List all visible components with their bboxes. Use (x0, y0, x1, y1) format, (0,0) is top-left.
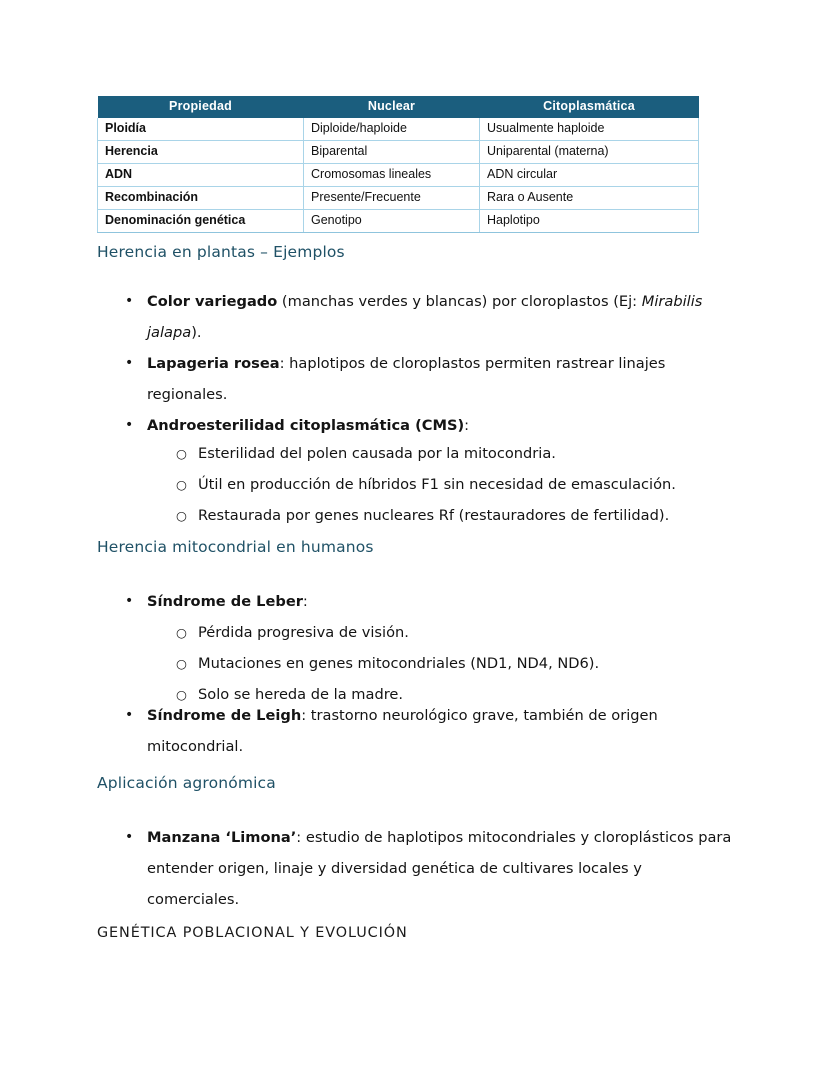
hollow-bullet-marker: ○ (176, 656, 187, 671)
leber-sub-list (176, 617, 736, 710)
table-cell-property: ADN (98, 164, 304, 187)
list-item-text (147, 286, 725, 348)
section-heading-plantas: Herencia en plantas – Ejemplos (97, 243, 345, 261)
nuclear-vs-cytoplasmic-table (97, 96, 699, 233)
leber-bullet (125, 586, 725, 617)
table-header-property: Propiedad (98, 96, 304, 118)
hollow-bullet-marker: ○ (176, 446, 187, 461)
table-cell-cytoplasmic: Rara o Ausente (480, 187, 699, 210)
table-cell-property: Recombinación (98, 187, 304, 210)
list-item (125, 700, 705, 762)
hollow-bullet-marker: ○ (176, 508, 187, 523)
leigh-bullet (125, 700, 705, 762)
sub-list-item (176, 500, 736, 531)
list-item-bold-lead: Androesterilidad citoplasmática (CMS) (147, 417, 465, 434)
sub-list-item-text: Solo se hereda de la madre. (198, 686, 404, 703)
bullet-marker: • (125, 293, 134, 309)
table-header-nuclear: Nuclear (304, 96, 480, 118)
sub-list-item-text: Restaurada por genes nucleares Rf (restauradores de fertilidad). (198, 507, 670, 524)
sub-list-item-text: Útil en producción de híbridos F1 sin necesidad de emasculación. (198, 476, 676, 493)
list-item-text (147, 348, 725, 410)
sub-list-item-text: Esterilidad del polen causada por la mitocondria. (198, 445, 556, 462)
hollow-bullet-marker: ○ (176, 477, 187, 492)
sub-list-item (176, 617, 736, 648)
list-item-rest: : (464, 417, 470, 434)
table-row (98, 164, 699, 187)
table-header-row (98, 96, 699, 118)
list-item (125, 410, 725, 441)
list-item-bold-lead: Manzana ‘Limona’ (147, 829, 297, 846)
table-row (98, 210, 699, 233)
list-item-bold-lead: Color variegado (147, 293, 278, 310)
list-item (125, 586, 725, 617)
table-cell-property: Denominación genética (98, 210, 304, 233)
table-cell-nuclear: Biparental (304, 141, 480, 164)
list-item-text (147, 410, 725, 441)
list-item-rest: : estudio de haplotipos mitocondriales y cloroplásticos para entender origen, linaje y diversidad genética de cultivares locales y comerciales. (147, 829, 732, 908)
list-item-bold-lead: Síndrome de Leber (147, 593, 303, 610)
table-cell-cytoplasmic: Uniparental (materna) (480, 141, 699, 164)
comparison-table-container (97, 96, 698, 233)
list-item-text (147, 586, 725, 617)
sub-list-item-text: Mutaciones en genes mitocondriales (ND1, ND4, ND6). (198, 655, 600, 672)
bullet-marker: • (125, 829, 134, 845)
bullet-marker: • (125, 593, 134, 609)
closing-section-title: GENÉTICA POBLACIONAL Y EVOLUCIÓN (97, 925, 408, 941)
list-item-rest: : (302, 593, 308, 610)
table-row (98, 187, 699, 210)
bullet-marker: • (125, 417, 134, 433)
list-item-rest: : trastorno neurológico grave, también de origen mitocondrial. (147, 707, 658, 755)
table-cell-property: Ploidía (98, 118, 304, 141)
list-item-italic-species: Mirabilis jalapa (147, 293, 703, 341)
table-cell-cytoplasmic: Usualmente haploide (480, 118, 699, 141)
table-cell-cytoplasmic: Haplotipo (480, 210, 699, 233)
list-item-bold-lead: Lapageria rosea (147, 355, 280, 372)
list-item-text (147, 822, 733, 915)
cms-sub-list (176, 438, 736, 531)
list-item (125, 348, 725, 410)
sub-list-item-text: Pérdida progresiva de visión. (198, 624, 409, 641)
hollow-bullet-marker: ○ (176, 625, 187, 640)
plantas-bullet-list (125, 286, 725, 441)
table-row (98, 141, 699, 164)
list-item (125, 286, 725, 348)
list-item-rest: : haplotipos de cloroplastos permiten rastrear linajes regionales. (147, 355, 666, 403)
list-item-tail: ). (191, 324, 202, 341)
table-header-cytoplasmic: Citoplasmática (480, 96, 699, 118)
list-item-text (147, 700, 705, 762)
section-heading-agronomica: Aplicación agronómica (97, 774, 276, 792)
bullet-marker: • (125, 355, 134, 371)
list-item (125, 822, 733, 915)
section-heading-mitocondrial: Herencia mitocondrial en humanos (97, 538, 374, 556)
list-item-bold-lead: Síndrome de Leigh (147, 707, 302, 724)
sub-list-item (176, 648, 736, 679)
hollow-bullet-marker: ○ (176, 687, 187, 702)
sub-list-item (176, 469, 736, 500)
table-cell-property: Herencia (98, 141, 304, 164)
table-cell-nuclear: Presente/Frecuente (304, 187, 480, 210)
agronomica-bullet (125, 822, 733, 915)
table-cell-nuclear: Cromosomas lineales (304, 164, 480, 187)
bullet-marker: • (125, 707, 134, 723)
table-row (98, 118, 699, 141)
list-item-rest: (manchas verdes y blancas) por cloroplastos (Ej: (277, 293, 642, 310)
table-cell-nuclear: Diploide/haploide (304, 118, 480, 141)
sub-list-item (176, 438, 736, 469)
table-cell-nuclear: Genotipo (304, 210, 480, 233)
table-cell-cytoplasmic: ADN circular (480, 164, 699, 187)
